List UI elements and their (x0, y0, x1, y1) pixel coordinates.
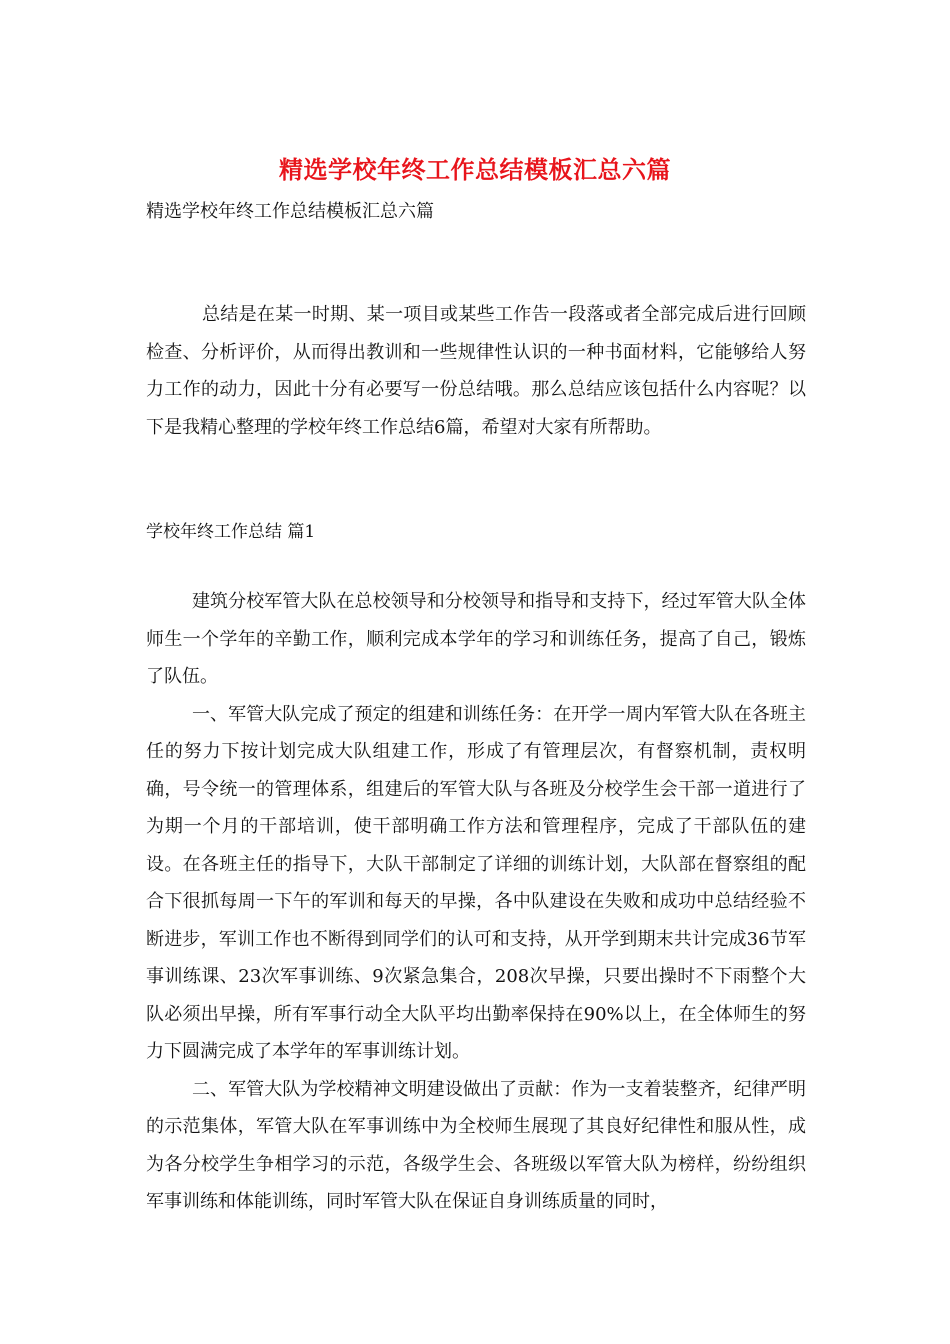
section-content (146, 583, 806, 1221)
body-paragraph: 建筑分校军管大队在总校领导和分校领导和指导和支持下，经过军管大队全体师生一个学年的辛勤工作，顺利完成本学年的学习和训练任务，提高了自己，锻炼了队伍。 (146, 591, 806, 687)
body-paragraph: 二、军管大队为学校精神文明建设做出了贡献：作为一支着装整齐，纪律严明的示范集体，军管大队在军事训练中为全校师生展现了其良好纪律性和服从性，成为各分校学生争相学习的示范，各级学生会、各班级以军管大队为榜样，纷纷组织军事训练和体能训练，同时军管大队在保证自身训练质量的同时， (146, 1078, 806, 1212)
intro-paragraph: 总结是在某一时期、某一项目或某些工作告一段落或者全部完成后进行回顾检查、分析评价，从而得出教训和一些规律性认识的一种书面材料，它能够给人努力工作的动力，因此十分有必要写一份总结哦。那么总结应该包括什么内容呢？以下是我精心整理的学校年终工作总结6篇，希望对大家有所帮助。 (146, 304, 806, 438)
document-title: 精选学校年终工作总结模板汇总六篇 (279, 155, 671, 184)
section-heading: 学校年终工作总结 篇1 (146, 522, 316, 542)
body-paragraph: 一、军管大队完成了预定的组建和训练任务：在开学一周内军管大队在各班主任的努力下按计划完成大队组建工作，形成了有管理层次，有督察机制，责权明确，号令统一的管理体系，组建后的军管大队与各班及分校学生会干部一道进行了为期一个月的干部培训，使干部明确工作方法和管理程序，完成了干部队伍的建设。在各班主任的指导下，大队干部制定了详细的训练计划，大队部在督察组的配合下很抓每周一下午的军训和每天的早操，各中队建设在失败和成功中总结经验不断进步，军训工作也不断得到同学们的认可和支持，从开学到期末共计完成36节军事训练课、23次军事训练、9次紧急集合，208次早操，只要出操时不下雨整个大队必须出早操，所有军事行动全大队平均出勤率保持在90%以上，在全体师生的努力下圆满完成了本学年的军事训练计划。 (146, 703, 806, 1062)
document-subtitle: 精选学校年终工作总结模板汇总六篇 (146, 201, 434, 222)
